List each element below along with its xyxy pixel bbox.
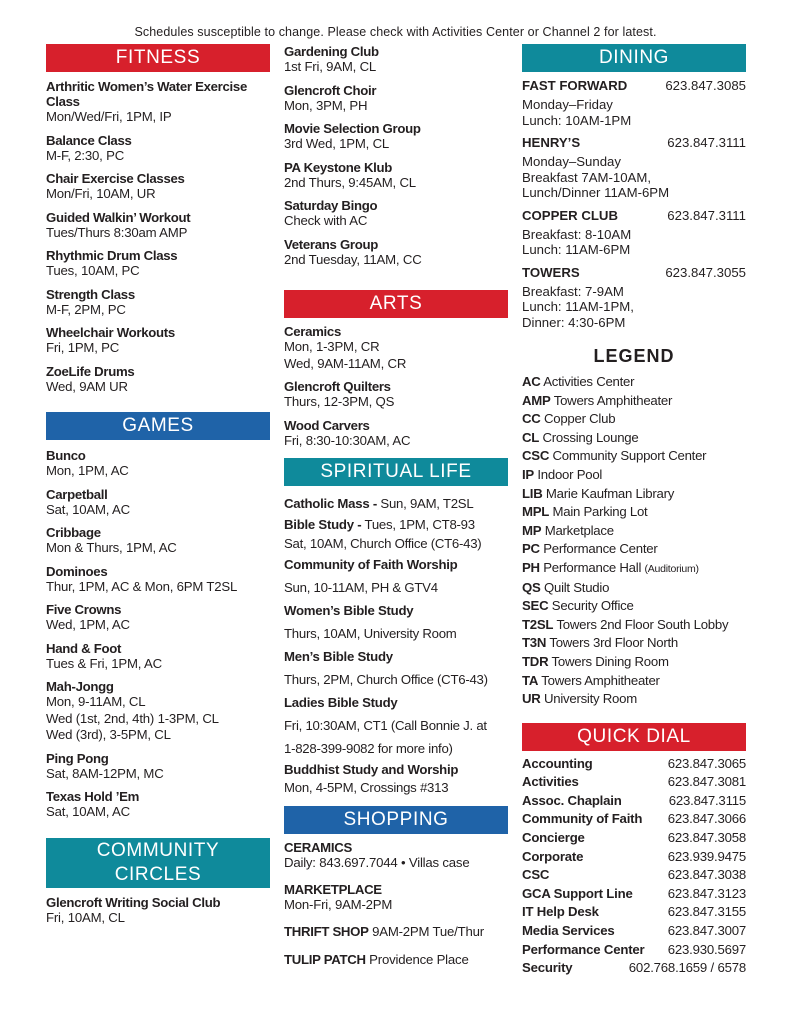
item-name: Ceramics — [284, 324, 341, 339]
venue-phone: 623.847.3055 — [665, 264, 746, 280]
item-name: Movie Selection Group — [284, 121, 421, 136]
quick-dial-item — [522, 848, 746, 867]
item-detail: Mon, 1-3PM, CR — [284, 339, 380, 354]
list-item — [46, 79, 270, 126]
item-name: Veterans Group — [284, 236, 379, 252]
item-detail: Fri, 1PM, PC — [46, 340, 120, 355]
quick-dial-item — [522, 866, 746, 885]
item-name: Saturday Bingo — [284, 198, 378, 213]
list-item — [46, 210, 270, 242]
item-detail: Sat, 8AM-12PM, MC — [46, 765, 164, 781]
item-name: Arthritic Women’s Water Exercise Class — [46, 79, 247, 109]
venue-hours: Breakfast 7AM-10AM, — [522, 169, 651, 185]
legend-code: PH — [522, 559, 540, 575]
item-detail: Mon, 1PM, AC — [46, 463, 129, 478]
contact-phone: 623.939.9475 — [667, 848, 746, 864]
legend-code: CL — [522, 429, 540, 445]
item-name: THRIFT SHOP — [284, 924, 369, 939]
item-name: ZoeLife Drums — [46, 363, 135, 379]
list-item — [46, 325, 270, 357]
item-name: Ping Pong — [46, 750, 109, 766]
quick-dial-item — [522, 755, 746, 774]
venue-hours: Lunch: 11AM-1PM, — [522, 299, 634, 314]
legend-code: CC — [522, 411, 541, 427]
item-detail: 2nd Tuesday, 11AM, CC — [284, 251, 422, 267]
contact-name: IT Help Desk — [522, 904, 599, 920]
item-name: PA Keystone Klub — [284, 159, 393, 175]
contact-name: CSC — [522, 867, 550, 883]
item-name: MARKETPLACE — [284, 881, 382, 897]
item-name: Guided Walkin’ Workout — [46, 209, 191, 225]
item-name: CERAMICS — [284, 840, 352, 855]
column-left — [46, 44, 270, 933]
venue-hours: Monday–Sunday — [522, 154, 621, 169]
legend-text: Performance Hall — [543, 559, 642, 575]
venue-name: FAST FORWARD — [522, 78, 628, 93]
community-circles-header — [46, 838, 270, 888]
list-item — [284, 418, 508, 450]
legend-item — [522, 485, 746, 504]
legend-item — [522, 447, 746, 466]
legend-code: IP — [522, 466, 534, 482]
venue-name: HENRY’S — [522, 135, 581, 150]
legend-text: Towers Amphitheater — [541, 672, 660, 688]
venue-name: COPPER CLUB — [522, 207, 618, 223]
spiritual-list — [284, 492, 508, 796]
legend-code: SEC — [522, 598, 549, 614]
legend-item — [522, 503, 746, 522]
item-name: Wheelchair Workouts — [46, 325, 175, 340]
legend-code: AC — [522, 374, 541, 389]
contact-name: Performance Center — [522, 941, 645, 957]
item-name: Bible Study - — [284, 517, 362, 532]
item-name: Bunco — [46, 448, 86, 463]
list-item — [284, 882, 508, 914]
item-detail: Fri, 8:30-10:30AM, AC — [284, 432, 411, 448]
shopping-header: SHOPPING — [284, 806, 508, 834]
legend-item — [522, 634, 746, 653]
list-item — [46, 641, 270, 673]
list-item — [284, 198, 508, 230]
legend-text: Crossing Lounge — [542, 429, 639, 445]
item-name: Glencroft Writing Social Club — [46, 894, 221, 910]
dining-venue — [522, 78, 746, 128]
legend-text: Marketplace — [544, 522, 614, 538]
item-name: Balance Class — [46, 132, 132, 148]
venue-name: TOWERS — [522, 264, 580, 280]
item-detail: Wed, 9AM UR — [46, 378, 128, 394]
legend-list — [522, 373, 746, 709]
games-list — [46, 448, 270, 821]
column-middle — [284, 44, 508, 979]
legend-code: CSC — [522, 448, 550, 464]
legend-text: Security Office — [551, 598, 634, 614]
arts-list — [284, 324, 508, 449]
legend-item — [522, 466, 746, 485]
item-detail: Wed, 9AM-11AM, CR — [284, 355, 407, 371]
dining-venue — [522, 208, 746, 258]
list-item — [284, 379, 508, 411]
item-detail: 1st Fri, 9AM, CL — [284, 59, 377, 74]
item-detail: Sun, 10-11AM, PH & GTV4 — [284, 580, 438, 595]
legend-text: Quilt Studio — [543, 579, 610, 595]
item-name: Chair Exercise Classes — [46, 171, 185, 186]
legend-text: Marie Kaufman Library — [545, 485, 675, 501]
item-detail: Thurs, 12-3PM, QS — [284, 394, 395, 409]
legend-code: MP — [522, 522, 542, 538]
item-detail: Thur, 1PM, AC & Mon, 6PM T2SL — [46, 578, 238, 594]
list-item — [46, 133, 270, 165]
quick-dial-list — [522, 755, 746, 978]
item-detail: Sun, 9AM, T2SL — [376, 496, 474, 511]
item-name: Men’s Bible Study — [284, 649, 393, 664]
list-item — [46, 602, 270, 634]
item-name: Mah-Jongg — [46, 679, 114, 694]
item-detail: Wed (1st, 2nd, 4th) 1-3PM, CL — [46, 710, 219, 726]
legend-text: Towers Amphitheater — [553, 392, 673, 408]
item-name: Hand & Foot — [46, 640, 122, 656]
venue-phone: 623.847.3111 — [667, 207, 746, 223]
contact-phone: 623.847.3123 — [667, 885, 746, 901]
item-detail: Mon & Thurs, 1PM, AC — [46, 540, 177, 555]
contact-phone: 623.847.3065 — [667, 755, 746, 771]
quick-dial-item — [522, 792, 746, 811]
item-detail: Mon, 3PM, PH — [284, 97, 368, 113]
item-detail: Check with AC — [284, 213, 368, 228]
list-item — [46, 525, 270, 557]
item-name: Catholic Mass - — [284, 496, 377, 511]
item-detail: M-F, 2PM, PC — [46, 301, 126, 317]
quick-dial-item — [522, 885, 746, 904]
quick-dial-item — [522, 959, 746, 978]
item-detail: Fri, 10:30AM, CT1 (Call Bonnie J. at — [284, 718, 487, 733]
venue-hours: Dinner: 4:30-6PM — [522, 314, 626, 330]
fitness-list — [46, 79, 270, 395]
item-detail: Mon-Fri, 9AM-2PM — [284, 896, 393, 912]
dining-header: DINING — [522, 44, 746, 72]
list-item — [46, 287, 270, 319]
list-item — [284, 923, 508, 941]
list-item — [46, 751, 270, 783]
venue-hours: Monday–Friday — [522, 97, 613, 112]
item-detail: Wed, 1PM, AC — [46, 617, 130, 632]
item-name: Wood Carvers — [284, 417, 370, 433]
quick-dial-item — [522, 903, 746, 922]
contact-name: Assoc. Chaplain — [522, 792, 622, 808]
item-name: Dominoes — [46, 563, 108, 579]
quick-dial-header: QUICK DIAL — [522, 723, 746, 751]
item-detail: Tues, 1PM, CT8-93 — [361, 517, 475, 532]
list-item — [46, 679, 270, 744]
legend-text: Indoor Pool — [537, 466, 603, 482]
list-item — [284, 840, 508, 872]
item-detail: Fri, 10AM, CL — [46, 909, 125, 925]
item-name: Community of Faith Worship — [284, 557, 458, 572]
dining-venue — [522, 135, 746, 201]
contact-phone: 602.768.1659 / 6578 — [628, 960, 746, 976]
item-detail: Tues & Fri, 1PM, AC — [46, 655, 162, 671]
list-item — [46, 448, 270, 480]
legend-title: LEGEND — [593, 346, 675, 366]
community-list-continued — [284, 44, 508, 268]
list-item — [46, 487, 270, 519]
legend-code: TDR — [522, 653, 549, 669]
quick-dial-item — [522, 773, 746, 792]
legend-code: PC — [522, 541, 540, 557]
venue-hours: Breakfast: 7-9AM — [522, 283, 624, 299]
contact-name: Security — [522, 960, 573, 976]
contact-name: Activities — [522, 774, 579, 790]
list-item — [284, 324, 508, 372]
contact-phone: 623.847.3155 — [667, 904, 746, 920]
legend-item — [522, 540, 746, 559]
item-name: Glencroft Choir — [284, 82, 377, 98]
legend-code: MPL — [522, 504, 550, 520]
list-item — [284, 160, 508, 192]
contact-phone: 623.930.5697 — [667, 941, 746, 957]
quick-dial-item — [522, 829, 746, 848]
legend-item — [522, 653, 746, 672]
legend-text: Towers 3rd Floor North — [549, 635, 678, 651]
list-item — [284, 515, 508, 534]
list-item — [46, 564, 270, 596]
quick-dial-item — [522, 810, 746, 829]
list-item — [284, 121, 508, 153]
header-line: COMMUNITY — [96, 839, 220, 861]
legend-text: Community Support Center — [552, 448, 707, 464]
legend-item — [522, 373, 746, 392]
legend-code: LIB — [522, 485, 543, 501]
item-name: Cribbage — [46, 525, 101, 540]
list-item — [46, 364, 270, 396]
item-detail: Sat, 10AM, AC — [46, 804, 130, 819]
legend-text: Main Parking Lot — [552, 504, 648, 520]
item-name: Five Crowns — [46, 602, 122, 617]
item-detail: Mon, 9-11AM, CL — [46, 694, 146, 709]
item-name: Gardening Club — [284, 44, 379, 59]
dining-list — [522, 78, 746, 330]
contact-phone: 623.847.3058 — [667, 830, 746, 846]
legend-code: UR — [522, 691, 541, 707]
legend-text: University Room — [543, 691, 637, 707]
quick-dial-item — [522, 922, 746, 941]
contact-phone: 623.847.3115 — [668, 792, 746, 808]
quick-dial-item — [522, 941, 746, 960]
legend-item — [522, 672, 746, 691]
contact-phone: 623.847.3066 — [667, 811, 746, 827]
item-detail: 1-828-399-9082 for more info) — [284, 741, 453, 756]
item-detail: Mon, 4-5PM, Crossings #313 — [284, 780, 449, 795]
legend-item — [522, 410, 746, 429]
item-name: Glencroft Quilters — [284, 379, 391, 394]
list-item — [46, 248, 270, 280]
item-detail: M-F, 2:30, PC — [46, 147, 125, 163]
schedule-notice: Schedules susceptible to change. Please check with Activities Center or Channel 2 for latest. — [134, 25, 657, 39]
item-detail: Tues/Thurs 8:30am AMP — [46, 224, 188, 240]
legend-code: T2SL — [522, 616, 554, 632]
legend-code: QS — [522, 579, 541, 595]
legend-code: TA — [522, 672, 539, 688]
legend-item — [522, 579, 746, 598]
venue-phone: 623.847.3111 — [667, 135, 746, 150]
item-detail: Thurs, 10AM, University Room — [284, 626, 457, 641]
list-item — [284, 44, 508, 76]
legend-text: Towers Dining Room — [551, 653, 669, 669]
item-detail: Thurs, 2PM, Church Office (CT6-43) — [284, 672, 488, 687]
dining-venue — [522, 265, 746, 331]
item-name: Women’s Bible Study — [284, 603, 414, 618]
venue-hours: Breakfast: 8-10AM — [522, 226, 632, 242]
spiritual-life-header: SPIRITUAL LIFE — [284, 458, 508, 486]
item-name: Carpetball — [46, 486, 108, 502]
venue-hours: Lunch: 11AM-6PM — [522, 242, 631, 257]
arts-header: ARTS — [284, 290, 508, 318]
list-item — [284, 492, 508, 515]
item-detail: Mon/Fri, 10AM, UR — [46, 186, 156, 201]
shopping-list — [284, 840, 508, 969]
item-detail: 3rd Wed, 1PM, CL — [284, 136, 390, 151]
item-detail: Daily: 843.697.7044 • Villas case — [284, 855, 470, 870]
item-name: Texas Hold ’Em — [46, 789, 140, 804]
games-header: GAMES — [46, 412, 270, 440]
fitness-header: FITNESS — [46, 44, 270, 72]
contact-name: Media Services — [522, 923, 615, 939]
legend-item — [522, 392, 746, 411]
contact-name: Corporate — [522, 848, 584, 864]
venue-phone: 623.847.3085 — [665, 78, 746, 93]
item-name: Strength Class — [46, 286, 135, 302]
item-name: TULIP PATCH — [284, 952, 366, 967]
header-line: CIRCLES — [114, 863, 202, 885]
contact-phone: 623.847.3007 — [667, 923, 746, 939]
contact-phone: 623.847.3081 — [667, 774, 746, 790]
venue-hours: Lunch: 10AM-1PM — [522, 112, 632, 128]
item-detail: Sat, 10AM, AC — [46, 501, 130, 517]
legend-item — [522, 522, 746, 541]
list-item — [46, 789, 270, 821]
item-detail: Wed (3rd), 3-5PM, CL — [46, 727, 171, 742]
list-item — [46, 171, 270, 203]
item-detail: 2nd Thurs, 9:45AM, CL — [284, 174, 416, 190]
item-detail: Mon/Wed/Fri, 1PM, IP — [46, 109, 172, 124]
contact-phone: 623.847.3038 — [667, 867, 746, 883]
legend-code: AMP — [522, 392, 551, 408]
legend-text: Copper Club — [543, 411, 616, 427]
legend-text: Activities Center — [543, 374, 635, 389]
item-detail: Sat, 10AM, Church Office (CT6-43) — [284, 536, 482, 551]
item-name: Buddhist Study and Worship — [284, 762, 459, 777]
list-item — [284, 951, 508, 969]
contact-name: Concierge — [522, 830, 585, 846]
contact-name: GCA Support Line — [522, 885, 633, 901]
contact-name: Community of Faith — [522, 811, 643, 827]
item-name: Ladies Bible Study — [284, 695, 398, 710]
venue-hours: Lunch/Dinner 11AM-6PM — [522, 185, 670, 200]
legend-text: Performance Center — [543, 541, 658, 557]
column-right — [522, 44, 746, 978]
legend-item — [522, 559, 746, 579]
item-name: Rhythmic Drum Class — [46, 248, 178, 263]
item-detail: Tues, 10AM, PC — [46, 263, 140, 278]
contact-name: Accounting — [522, 755, 593, 771]
list-item — [284, 237, 508, 269]
legend-item — [522, 429, 746, 448]
list-item — [46, 895, 270, 927]
item-detail: 9AM-2PM Tue/Thur — [368, 924, 484, 939]
legend-item — [522, 690, 746, 709]
item-detail: Providence Place — [365, 952, 469, 967]
legend-item — [522, 616, 746, 635]
legend-item — [522, 597, 746, 616]
list-item — [284, 83, 508, 115]
legend-text: Towers 2nd Floor South Lobby — [556, 616, 729, 632]
legend-code: T3N — [522, 635, 547, 651]
legend-note: (Auditorium) — [644, 562, 699, 575]
